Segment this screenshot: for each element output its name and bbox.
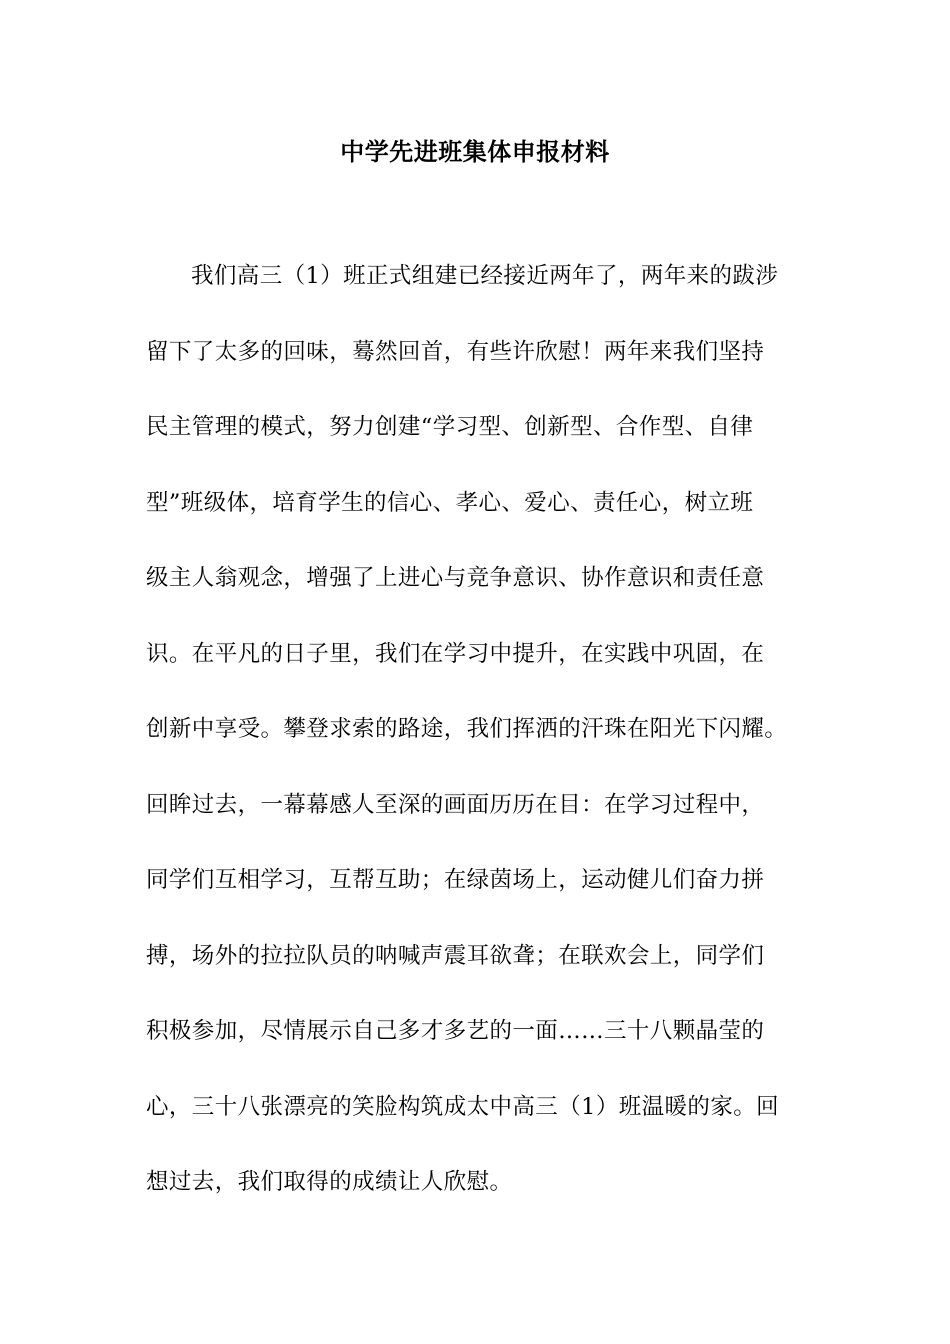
body-line: 我们高三（1）班正式组建已经接近两年了，两年来的跋涉 bbox=[191, 263, 779, 289]
body-line: 心，三十八张漂亮的笑脸构筑成太中高三（1）班温暖的家。回 bbox=[146, 1093, 780, 1120]
body-line: 积极参加，尽情展示自己多才多艺的一面……三十八颗晶莹的 bbox=[146, 1018, 765, 1044]
body-line: 民主管理的模式，努力创建“学习型、创新型、合作型、自律 bbox=[146, 414, 754, 440]
body-line: 识。在平凡的日子里，我们在学习中提升，在实践中巩固，在 bbox=[146, 640, 765, 667]
document-body bbox=[146, 257, 846, 1239]
body-line: 型”班级体，培育学生的信心、孝心、爱心、责任心，树立班 bbox=[146, 489, 754, 516]
body-line: 想过去，我们取得的成绩让人欣慰。 bbox=[146, 1169, 513, 1195]
body-line: 同学们互相学习，互帮互助；在绿茵场上，运动健儿们奋力拼 bbox=[146, 867, 765, 893]
body-line: 留下了太多的回味，蓦然回首，有些许欣慰！两年来我们坚持 bbox=[146, 338, 765, 365]
body-line: 回眸过去，一幕幕感人至深的画面历历在目：在学习过程中， bbox=[146, 791, 765, 818]
document-title: 中学先进班集体申报材料 bbox=[340, 137, 610, 166]
body-line: 搏，场外的拉拉队员的呐喊声震耳欲聋；在联欢会上，同学们 bbox=[146, 942, 765, 969]
body-line: 级主人翁观念，增强了上进心与竞争意识、协作意识和责任意 bbox=[146, 565, 765, 591]
body-line: 创新中享受。攀登求索的路途，我们挥洒的汗珠在阳光下闪耀。 bbox=[146, 716, 788, 742]
